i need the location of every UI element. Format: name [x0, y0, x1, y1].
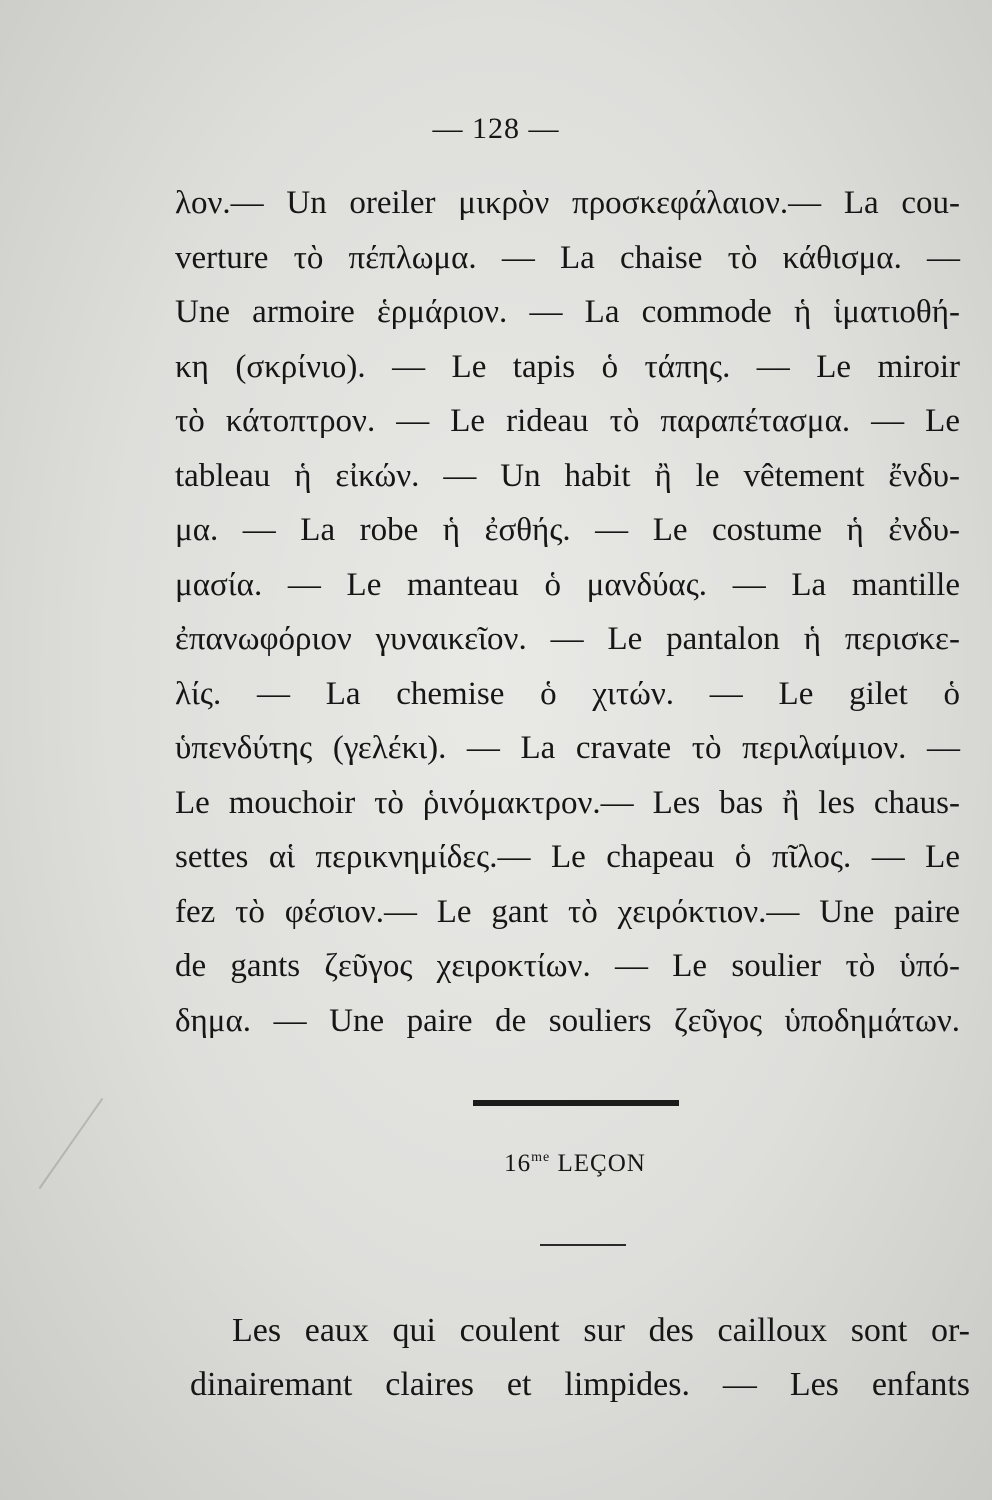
lesson-number-suffix: me	[531, 1150, 551, 1165]
text-line: ἐπανωφόριον γυναικεῖον. — Le pantalon ἡ περισκε-	[175, 621, 960, 657]
text-line: Une armoire ἑρμάριον. — La commode ἡ ἱματιοθή-	[175, 294, 960, 330]
text-line: ὑπενδύτης (γελέκι). — La cravate τὸ περιλαίμιον. —	[175, 730, 960, 766]
text-line: fez τὸ φέσιον.— Le gant τὸ χειρόκτιον.— Une paire	[175, 893, 960, 930]
text-line: Les eaux qui coulent sur des cailloux sont or-	[232, 1312, 970, 1349]
page-number: — 128 —	[432, 112, 560, 145]
text-line: Le mouchoir τὸ ῥινόμακτρον.— Les bas ἢ les chaus-	[175, 784, 960, 821]
text-line: δημα. — Une paire de souliers ζεῦγος ὑποδημάτων.	[175, 1002, 960, 1039]
vocabulary-paragraph	[175, 176, 960, 1048]
heading-underline	[540, 1244, 626, 1246]
text-line: λίς. — La chemise ὁ χιτών. — Le gilet ὁ	[175, 675, 960, 712]
lesson-number: 16	[504, 1150, 532, 1177]
text-line: λον.— Un oreiler μικρὸν προσκεφάλαιον.— La cou-	[175, 185, 960, 221]
text-line: tableau ἡ εἰκών. — Un habit ἢ le vêtement ἔνδυ-	[175, 457, 960, 494]
section-divider	[473, 1100, 679, 1106]
lesson-heading	[0, 1150, 992, 1178]
text-line: κη (σκρίνιο). — Le tapis ὁ τάπης. — Le miroir	[175, 348, 960, 385]
exercise-paragraph	[190, 1304, 970, 1412]
text-line: de gants ζεῦγος χειροκτίων. — Le soulier τὸ ὑπό-	[175, 948, 960, 984]
text-line: τὸ κάτοπτρον. — Le rideau τὸ παραπέτασμα. — Le	[175, 403, 960, 439]
text-line: verture τὸ πέπλωμα. — La chaise τὸ κάθισμα. —	[175, 239, 960, 276]
lesson-title: LEÇON	[557, 1150, 646, 1177]
text-line: dinairemant claires et limpides. — Les enfants	[190, 1366, 970, 1403]
text-line: μασία. — Le manteau ὁ μανδύας. — La mantille	[175, 566, 960, 603]
text-line: μα. — La robe ἡ ἐσθής. — Le costume ἡ ἐνδυ-	[175, 512, 960, 548]
text-line: settes αἱ περικνημίδες.— Le chapeau ὁ πῖλος. — Le	[175, 839, 960, 875]
